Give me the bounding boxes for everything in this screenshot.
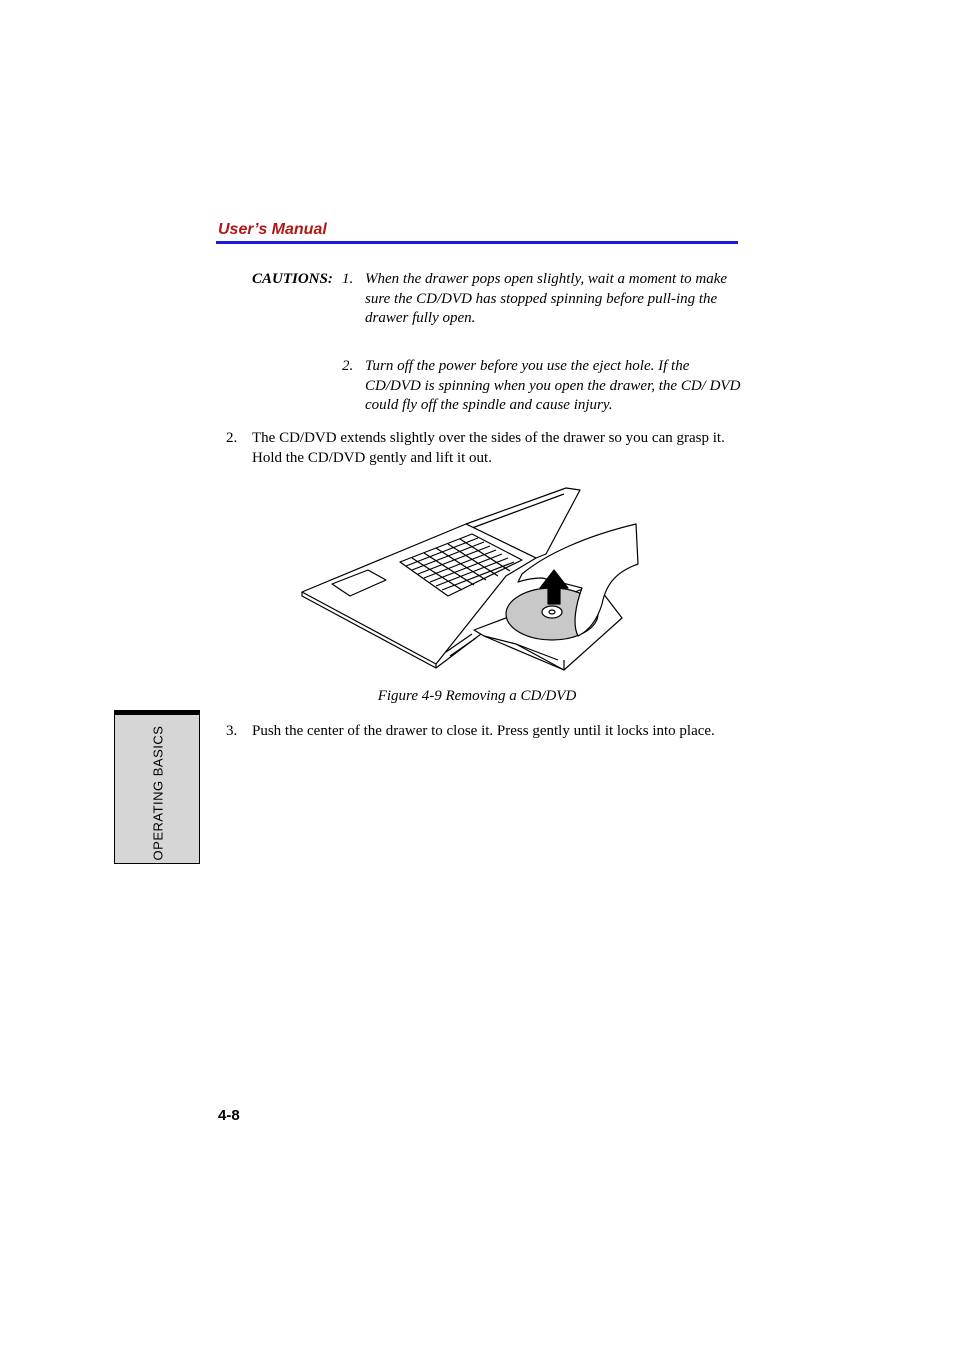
step-text: The CD/DVD extends slightly over the sides of the drawer so you can grasp it. Hold the CD/DVD gently and lift it out.	[252, 430, 725, 466]
header-title: User’s Manual	[218, 221, 327, 238]
step-number: 2.	[226, 430, 238, 446]
caution-text: Turn off the power before you use the eject hole. If the CD/DVD is spinning when you open the drawer, the CD/ DVD could fly off the spindle and cause injury.	[365, 358, 741, 413]
step-number: 3.	[226, 723, 238, 739]
laptop-cd-removal-icon	[296, 484, 642, 674]
page-number: 4-8	[218, 1107, 240, 1124]
chapter-side-tab-label: OPERATING BASICS	[150, 725, 166, 861]
caution-number: 2.	[342, 358, 354, 374]
figure-caption: Figure 4-9 Removing a CD/DVD	[377, 688, 577, 704]
figure-illustration	[296, 484, 642, 674]
caution-text: When the drawer pops open slightly, wait a moment to make sure the CD/DVD has stopped spinning before pull-ing the drawer fully open.	[365, 271, 728, 326]
step-text: Push the center of the drawer to close it. Press gently until it locks into place.	[252, 723, 715, 739]
cautions-label: CAUTIONS:	[252, 271, 333, 287]
caution-number: 1.	[342, 271, 354, 287]
chapter-side-tab	[114, 710, 200, 864]
header-rule	[216, 241, 738, 244]
